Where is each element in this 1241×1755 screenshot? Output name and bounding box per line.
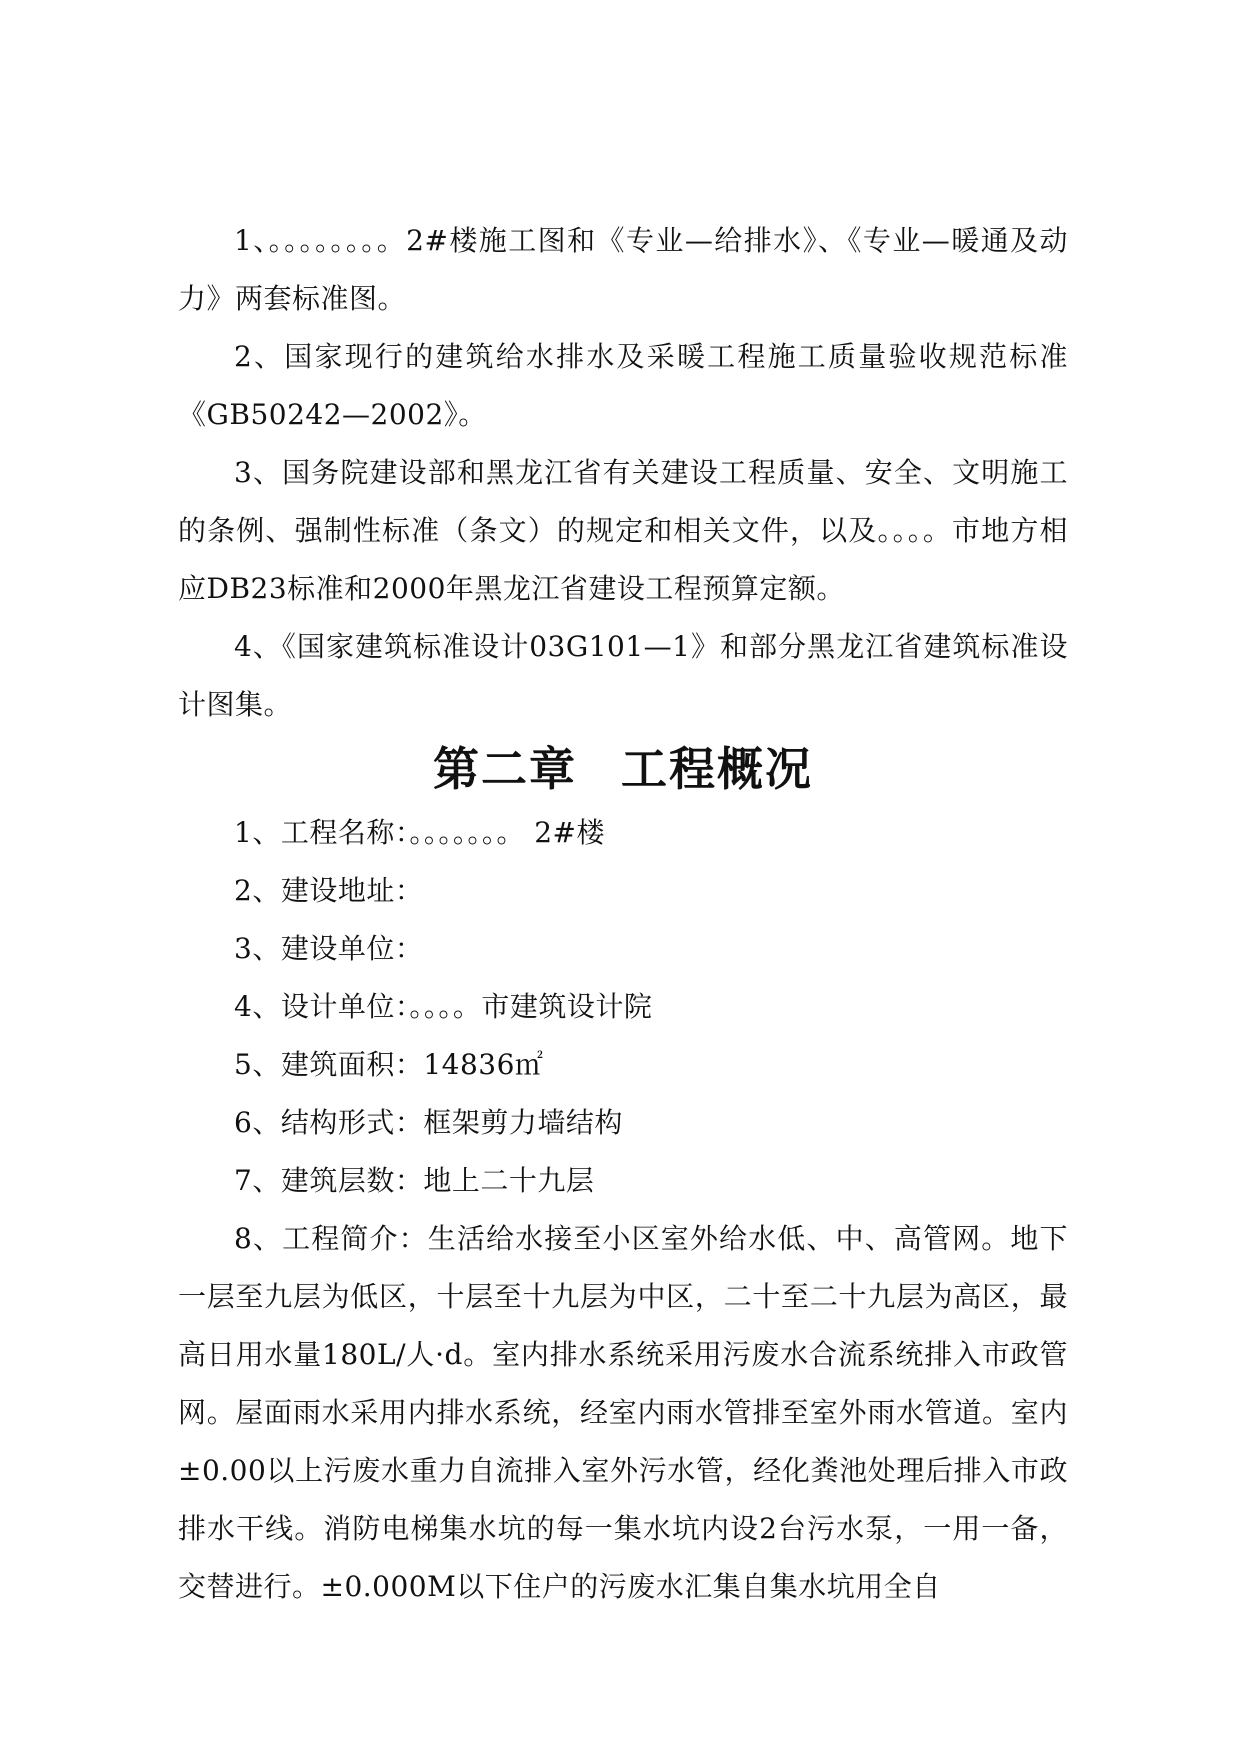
chapter-number: 第二章 [433, 742, 577, 796]
overview-item-1: 1、工程名称：。。。。。。。 2#楼 [234, 816, 605, 849]
chapter-heading [178, 734, 1068, 804]
basis-item-4: 4、《国家建筑标准设计03G101—1》和部分黑龙江省建筑标准设计图集。 [178, 630, 1068, 721]
overview-item-7: 7、建筑层数：地上二十九层 [234, 1164, 595, 1197]
overview-item-2: 2、建设地址： [234, 874, 424, 907]
overview-item-6: 6、结构形式：框架剪力墙结构 [234, 1106, 623, 1139]
overview-item-4: 4、设计单位：。。。。市建筑设计院 [234, 990, 653, 1023]
overview-item-3: 3、建设单位： [234, 932, 424, 965]
chapter-title-text: 工程概况 [621, 742, 813, 796]
basis-item-3: 3、国务院建设部和黑龙江省有关建设工程质量、安全、文明施工的条例、强制性标准（条文）的规定和相关文件，以及。。。。市地方相应DB23标准和2000年黑龙江省建设工程预算定额。 [178, 456, 1068, 605]
basis-item-1: 1、。。。。。。。。2#楼施工图和《专业—给排水》、《专业—暖通及动力》两套标准图。 [178, 224, 1068, 315]
overview-item-5: 5、建筑面积：14836㎡ [234, 1048, 544, 1081]
basis-item-2: 2、国家现行的建筑给水排水及采暖工程施工质量验收规范标准《GB50242—2002》。 [178, 340, 1068, 431]
overview-item-8: 8、工程简介：生活给水接至小区室外给水低、中、高管网。地下一层至九层为低区，十层至十九层为中区，二十至二十九层为高区，最高日用水量180L/人·d。室内排水系统采用污废水合流系统排入市政管网。屋面雨水采用内排水系统，经室内雨水管排至室外雨水管道。室内±0.00以上污废水重力自流排入室外污水管，经化粪池处理后排入市政排水干线。消防电梯集水坑的每一集水坑内设2台污水泵，一用一备，交替进行。±0.000M以下住户的污废水汇集自集水坑用全自 [178, 1222, 1068, 1603]
document-body [178, 212, 1068, 1616]
